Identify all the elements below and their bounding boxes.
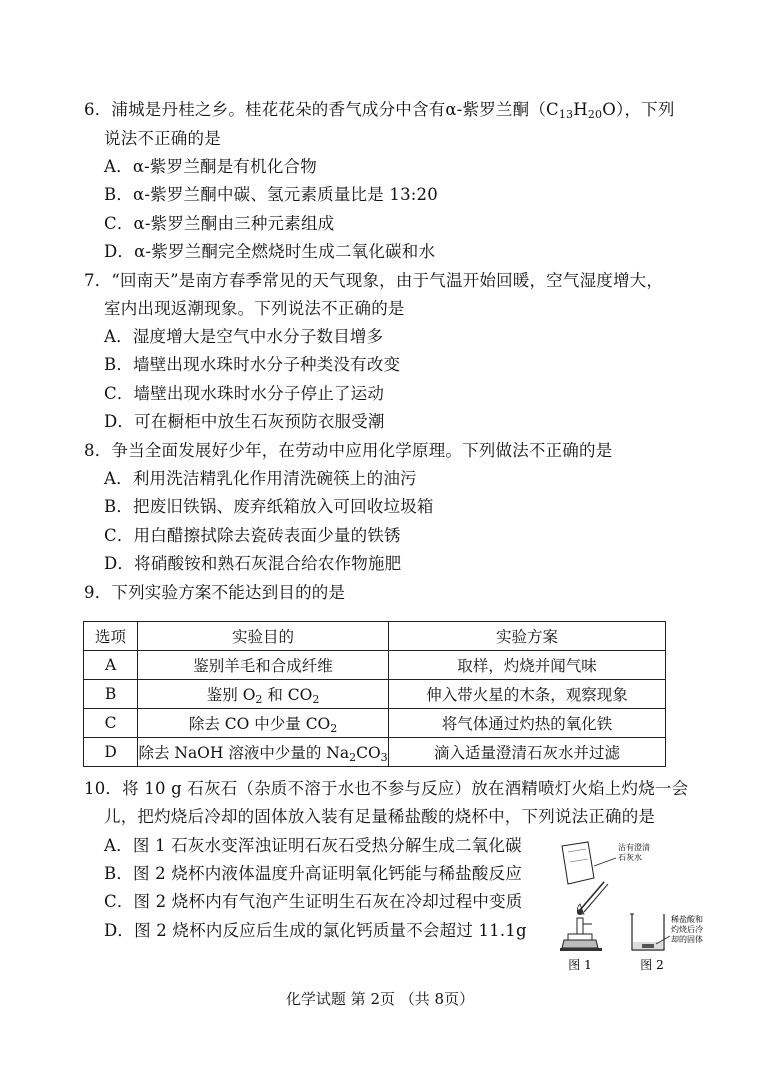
table-cell-plan: 伸入带火星的木条，观察现象 <box>389 680 666 709</box>
table-cell-option: D <box>84 738 138 767</box>
table-row <box>84 709 666 738</box>
beaker-label-3: 却的固体 <box>671 935 703 944</box>
table-header: 实验方案 <box>389 622 666 651</box>
question-8-option-d: D．将硝酸铵和熟石灰混合给农作物施肥 <box>104 554 402 573</box>
question-8-option-c: C．用白醋擦拭除去瓷砖表面少量的铁锈 <box>104 526 401 545</box>
question-10-stem: 10．将 10 g 石灰石（杂质不溶于水也不参与反应）放在酒精喷灯火焰上灼烧一会 <box>84 779 689 798</box>
table-cell-option: B <box>84 680 138 709</box>
table-cell-goal: 除去 CO 中少量 $CO_2$ <box>138 709 389 738</box>
question-10-option-a: A．图 1 石灰水变浑浊证明石灰石受热分解生成二氧化碳 <box>104 836 522 855</box>
table-cell-option: A <box>84 651 138 680</box>
question-8-stem: 8．争当全面发展好少年，在劳动中应用化学原理。下列做法不正确的是 <box>84 441 613 460</box>
experiment-figure <box>560 838 710 978</box>
question-7-stem-cont: 室内出现返潮现象。下列说法不正确的是 <box>104 299 405 318</box>
table-cell-goal: 鉴别 $O_2$ 和 $CO_2$ <box>138 680 389 709</box>
question-6-option-d: D．α-紫罗兰酮完全燃烧时生成二氧化碳和水 <box>104 242 436 261</box>
question-8-option-a: A．利用洗洁精乳化作用清洗碗筷上的油污 <box>104 469 417 488</box>
figure-1-caption: 图 1 <box>568 958 592 972</box>
question-7-option-b: B．墙壁出现水珠时水分子种类没有改变 <box>104 355 401 374</box>
table-cell-goal: 鉴别羊毛和合成纤维 <box>138 651 389 680</box>
question-10-option-b: B．图 2 烧杯内液体温度升高证明氧化钙能与稀盐酸反应 <box>104 864 523 883</box>
question-7-stem: 7．“回南天”是南方春季常见的天气现象，由于气温开始回暖，空气湿度增大， <box>84 271 664 290</box>
table-header-row <box>84 622 666 651</box>
table-row <box>84 738 666 767</box>
table-cell-plan: 取样，灼烧并闻气味 <box>389 651 666 680</box>
question-8-option-b: B．把废旧铁锅、废弃纸箱放入可回收垃圾箱 <box>104 497 434 516</box>
beaker-label-2: 灼烧后冷 <box>671 925 703 934</box>
beaker-label-1: 稀盐酸和 <box>671 915 703 924</box>
question-6-stem-cont: 说法不正确的是 <box>104 129 221 148</box>
table-row <box>84 651 666 680</box>
question-6-option-c: C．α-紫罗兰酮由三种元素组成 <box>104 214 335 233</box>
experiment-table <box>83 621 666 767</box>
lime-label-1: 沾有澄清 <box>618 843 650 852</box>
question-10-option-d: D．图 2 烧杯内反应后生成的氯化钙质量不会超过 11.1g <box>104 921 527 940</box>
table-cell-goal: 除去 NaOH 溶液中少量的 $Na_2CO_3$ <box>138 738 389 767</box>
table-header: 选项 <box>84 622 138 651</box>
page-footer: 化学试题 第 2页 （共 8页） <box>285 990 475 1008</box>
lime-label-2: 石灰水 <box>618 853 642 862</box>
table-cell-plan: 滴入适量澄清石灰水并过滤 <box>389 738 666 767</box>
question-6-option-a: A．α-紫罗兰酮是有机化合物 <box>104 157 317 176</box>
question-6-option-b: B．α-紫罗兰酮中碳、氢元素质量比是 13:20 <box>104 185 438 204</box>
question-6-stem: 6．浦城是丹桂之乡。桂花花朵的香气成分中含有α-紫罗兰酮$(C_{13}H_{20}O)$，下列 <box>84 100 675 121</box>
question-7-option-c: C．墙壁出现水珠时水分子停止了运动 <box>104 384 385 403</box>
question-10-stem-cont: 儿，把灼烧后冷却的固体放入装有足量稀盐酸的烧杯中，下列说法正确的是 <box>104 807 656 826</box>
table-header: 实验目的 <box>138 622 389 651</box>
question-7-option-d: D．可在橱柜中放生石灰预防衣服受潮 <box>104 412 385 431</box>
table-cell-option: C <box>84 709 138 738</box>
table-row <box>84 680 666 709</box>
question-9-stem: 9．下列实验方案不能达到目的的是 <box>84 583 346 602</box>
table-cell-plan: 将气体通过灼热的氧化铁 <box>389 709 666 738</box>
question-7-option-a: A．湿度增大是空气中水分子数目增多 <box>104 327 384 346</box>
question-10-option-c: C．图 2 烧杯内有气泡产生证明生石灰在冷却过程中变质 <box>104 892 523 911</box>
figure-2-caption: 图 2 <box>640 958 664 972</box>
